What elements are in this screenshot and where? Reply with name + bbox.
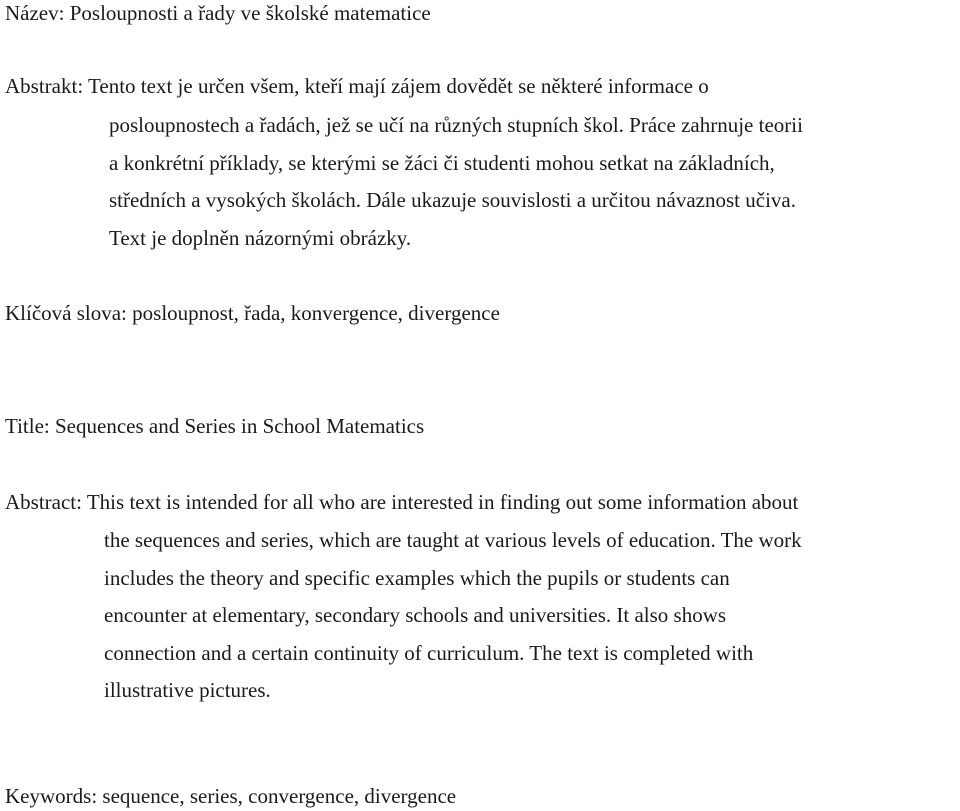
english-abstract-line: includes the theory and specific examples which the pupils or students can: [104, 566, 730, 590]
czech-abstract-line: a konkrétní příklady, se kterými se žáci či studenti mohou setkat na základních,: [109, 151, 775, 175]
english-abstract-line: the sequences and series, which are taught at various levels of education. The work: [104, 528, 802, 552]
czech-abstract-line: středních a vysokých školách. Dále ukazuje souvislosti a určitou návaznost učiva.: [109, 188, 796, 212]
english-abstract-label: Abstract:: [5, 490, 82, 514]
czech-abstract-label: Abstrakt:: [5, 74, 84, 98]
czech-title-label: Název:: [5, 1, 65, 25]
english-title: Sequences and Series in School Matematics: [55, 414, 425, 438]
czech-title-line: [5, 1, 431, 25]
english-abstract-first-line: [5, 490, 798, 514]
english-abstract-line: encounter at elementary, secondary schools and universities. It also shows: [104, 603, 727, 627]
czech-abstract-first-line: [5, 74, 709, 98]
czech-keywords-line: [5, 301, 500, 325]
czech-keywords-label: Klíčová slova:: [5, 301, 127, 325]
english-abstract-line: illustrative pictures.: [104, 678, 271, 702]
czech-abstract-line: Tento text je určen všem, kteří mají zájem dovědět se některé informace o: [88, 74, 709, 98]
czech-abstract-line: Text je doplněn názornými obrázky.: [109, 226, 412, 250]
english-abstract-line: This text is intended for all who are interested in finding out some information about: [86, 490, 799, 514]
english-title-label: Title:: [5, 414, 50, 438]
english-keywords: sequence, series, convergence, divergence: [102, 784, 457, 808]
english-title-line: [5, 414, 424, 438]
english-abstract-line: connection and a certain continuity of curriculum. The text is completed with: [104, 641, 754, 665]
czech-keywords: posloupnost, řada, konvergence, divergence: [132, 301, 500, 325]
english-keywords-label: Keywords:: [5, 784, 98, 808]
czech-title: Posloupnosti a řady ve školské matematice: [69, 1, 431, 25]
czech-abstract-line: posloupnostech a řadách, jež se učí na různých stupních škol. Práce zahrnuje teorii: [109, 113, 803, 137]
english-keywords-line: [5, 784, 456, 808]
